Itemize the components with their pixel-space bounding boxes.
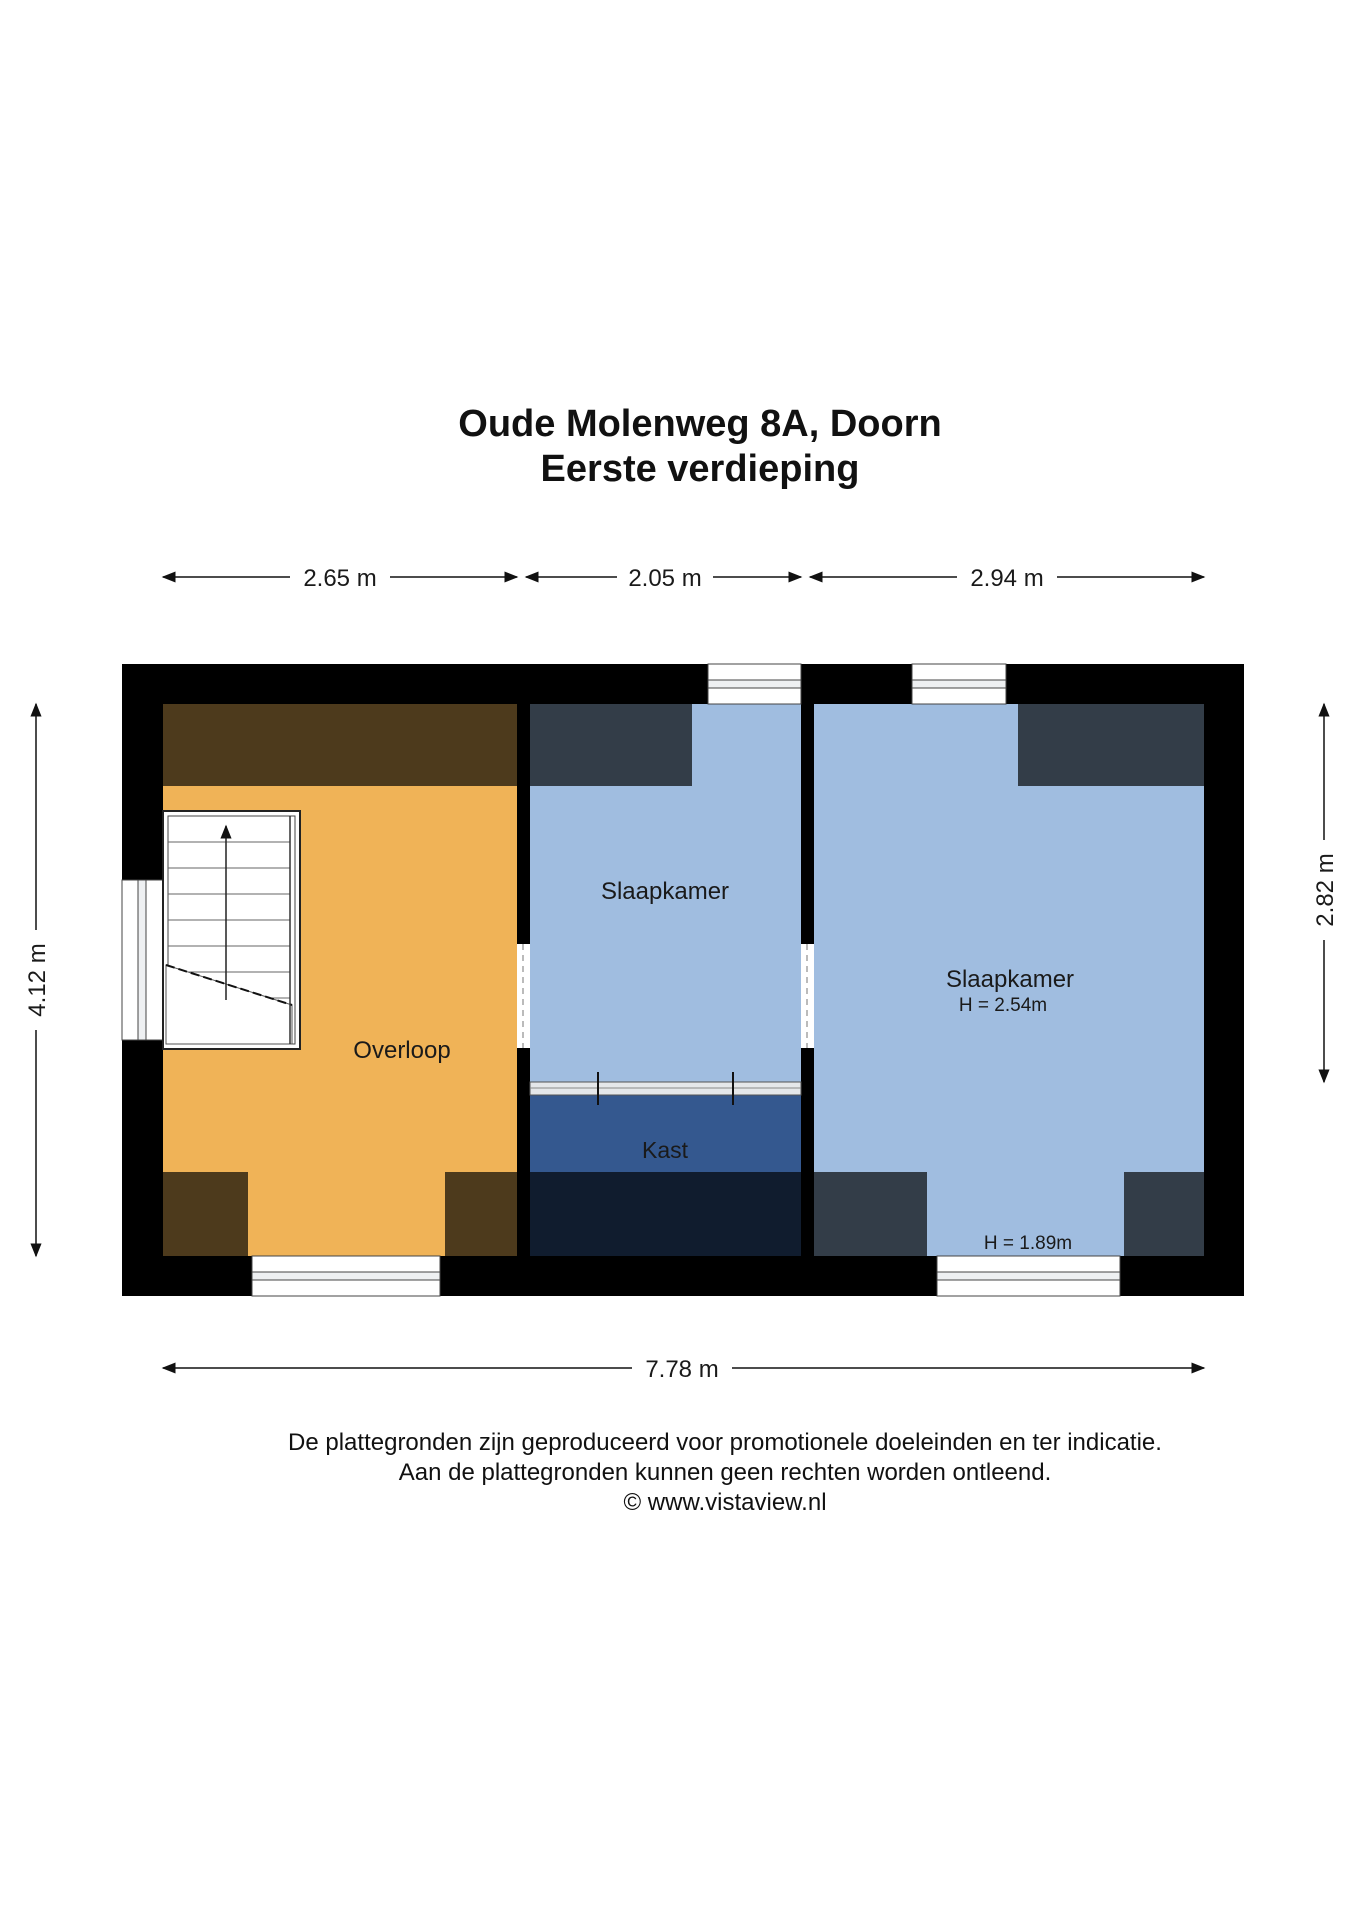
dimension-top-3 (810, 565, 1204, 592)
copyright-line: © www.vistaview.nl (623, 1489, 827, 1516)
dimension-left (24, 704, 51, 1256)
dimension-right (1312, 704, 1339, 1082)
plan-address-title: Oude Molenweg 8A, Doorn (458, 403, 942, 445)
staircase (163, 811, 300, 1049)
disclaimer-line-2: Aan de plattegronden kunnen geen rechten worden ontleend. (398, 1459, 1052, 1486)
disclaimer-line-1: De plattegronden zijn geproduceerd voor promotionele doeleinden en ter indicatie. (288, 1429, 1162, 1456)
dimension-label: 7.78 m (645, 1356, 719, 1383)
dimension-bottom (163, 1356, 1204, 1383)
dimension-top-2 (526, 565, 801, 592)
room-label-overloop: Overloop (353, 1037, 451, 1064)
room-label-slaapkamer-2: Slaapkamer (945, 966, 1075, 993)
dimension-label: 2.82 m (1312, 853, 1339, 927)
ceiling-height-slaapkamer-2: H = 2.54m (958, 995, 1048, 1016)
ceiling-height-low: H = 1.89m (983, 1233, 1073, 1254)
dimension-label: 2.05 m (628, 565, 702, 592)
dimension-top-1 (163, 565, 517, 592)
dimension-label: 2.94 m (970, 565, 1044, 592)
dimension-label: 4.12 m (24, 943, 51, 1017)
plan-floor-title: Eerste verdieping (540, 448, 860, 490)
room-label-slaapkamer-1: Slaapkamer (600, 878, 730, 905)
dimension-label: 2.65 m (303, 565, 377, 592)
room-label-kast: Kast (641, 1137, 689, 1163)
